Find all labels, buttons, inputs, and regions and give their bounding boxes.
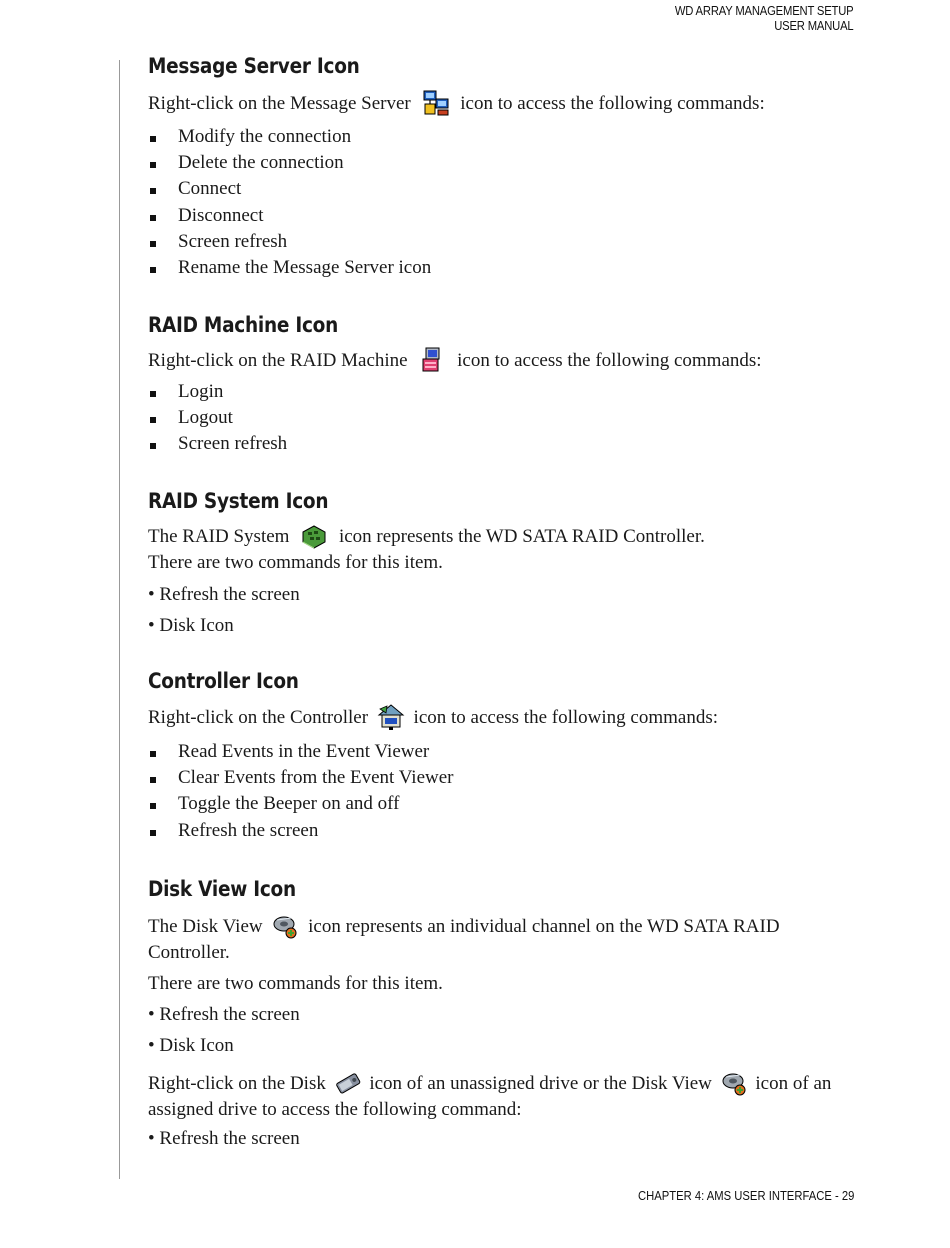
command-list [148,999,848,1061]
list-item: Read Events in the Event Viewer [148,739,848,765]
raid-system-icon [300,522,328,550]
list-item: Connect [148,176,848,202]
section-intro: Right-click on the Controller icon to access the following commands: [148,703,848,731]
section-raid-system [148,488,848,641]
list-item: Delete the connection [148,150,848,176]
disk-view-icon [271,912,299,940]
section-title: Disk View Icon [148,877,296,902]
disk-icon [334,1069,362,1097]
disk-paragraph-line-2: assigned drive to access the following command: [148,1099,522,1120]
raid-machine-icon [418,346,446,374]
section-intro-line-3: There are two commands for this item. [148,973,443,994]
list-item: Screen refresh [148,431,848,457]
running-header [675,4,854,34]
list-item: Logout [148,405,848,431]
list-item: • Refresh the screen [148,1128,300,1149]
list-item: Screen refresh [148,229,848,255]
command-list [148,739,848,844]
list-item: • Refresh the screen [148,1004,300,1025]
header-line-1: WD ARRAY MANAGEMENT SETUP [675,4,854,18]
section-intro: The Disk View icon represents an individual channel on the WD SATA RAID [148,912,848,940]
margin-rule [119,60,120,1179]
disk-paragraph: Right-click on the Disk icon of an unassigned drive or the Disk View icon of an [148,1069,848,1097]
list-item: • Disk Icon [148,1035,234,1056]
message-server-icon [422,89,450,117]
list-item: Refresh the screen [148,818,848,844]
section-intro-line-2: There are two commands for this item. [148,552,443,573]
section-controller [148,668,848,844]
controller-icon [377,703,405,731]
list-item: Disconnect [148,203,848,229]
section-title: RAID System Icon [148,489,329,514]
page-footer: CHAPTER 4: AMS USER INTERFACE - 29 [637,1189,854,1203]
list-item: Login [148,379,848,405]
list-item: Modify the connection [148,124,848,150]
section-intro: Right-click on the Message Server icon to access the following commands: [148,89,848,117]
command-list [148,379,848,458]
list-item: • Disk Icon [148,615,234,636]
section-disk-view [148,876,848,1154]
header-line-2: USER MANUAL [774,19,854,33]
list-item: Clear Events from the Event Viewer [148,765,848,791]
section-title: RAID Machine Icon [148,313,339,338]
list-item: • Refresh the screen [148,584,300,605]
section-intro: Right-click on the RAID Machine icon to access the following commands: [148,346,848,374]
list-item: Rename the Message Server icon [148,255,848,281]
list-item: Toggle the Beeper on and off [148,791,848,817]
section-title: Message Server Icon [148,54,360,79]
disk-view-icon [720,1069,748,1097]
section-intro: The RAID System icon represents the WD SATA RAID Controller. [148,522,848,550]
section-title: Controller Icon [148,669,299,694]
section-intro-line-2: Controller. [148,942,230,963]
final-command-list [148,1123,848,1154]
command-list [148,579,848,641]
section-raid-machine [148,312,848,458]
command-list [148,124,848,281]
section-message-server [148,53,848,281]
